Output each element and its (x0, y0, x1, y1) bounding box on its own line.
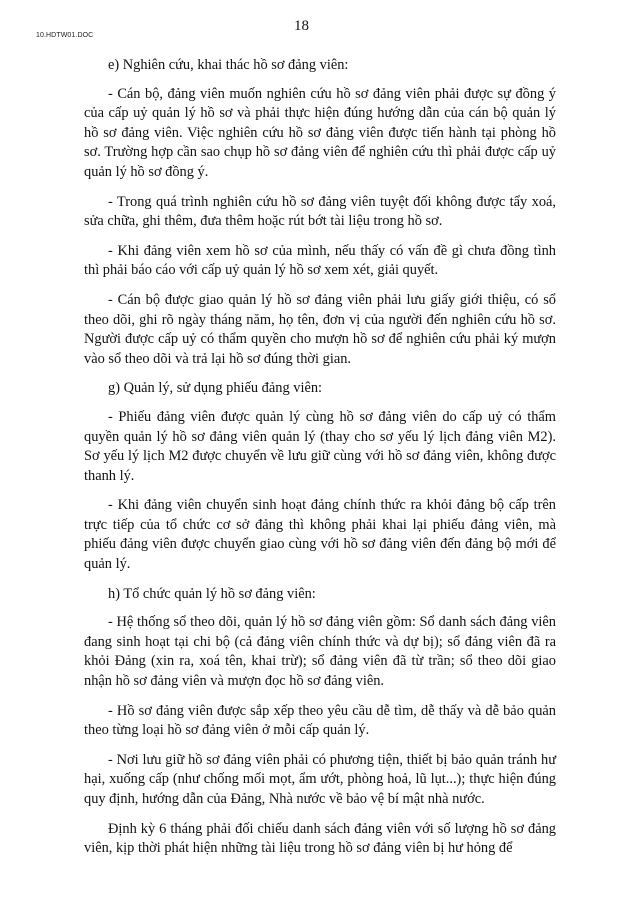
file-code: 10.HDTW01.DOC (36, 32, 94, 39)
section-heading-h: h) Tổ chức quản lý hồ sơ đảng viên: (108, 585, 316, 602)
paragraph-member-review: - Khi đảng viên xem hồ sơ của mình, nếu thấy có vấn đề gì chưa đồng tình thì phải báo cáo với cấp uỷ quản lý hồ sơ xem xét, giải quyết. (84, 242, 556, 279)
paragraph-member-card-transfer: - Khi đảng viên chuyển sinh hoạt đảng chính thức ra khỏi đảng bộ cấp trên trực tiếp của tổ chức cơ sở đảng thì không phải khai lại phiếu đảng viên, mà phiếu đảng viên được chuyển giao cùng với hồ sơ đảng viên đến đảng bộ mới để quản lý. (84, 497, 556, 573)
page-number: 18 (294, 18, 309, 34)
paragraph-tracking-books: - Hệ thống sổ theo dõi, quản lý hồ sơ đảng viên gồm: Sổ danh sách đảng viên đang sinh hoạt tại chi bộ (cả đảng viên chính thức và dự bị); sổ đảng viên đã ra khỏi Đảng (xin ra, xoá tên, khai trừ); sổ đảng viên đã từ trần; sổ theo dõi giao nhận hồ sơ đảng viên và mượn đọc hồ sơ đảng viên. (84, 614, 556, 690)
paragraph-storage-conditions: - Nơi lưu giữ hồ sơ đảng viên phải có phương tiện, thiết bị bảo quản tránh hư hại, xuống cấp (như chống mối mọt, ẩm ướt, phòng hoả, lũ lụt...); thực hiện đúng quy định, hướng dẫn của Đảng, Nhà nước về bảo vệ bí mật nhà nước. (84, 751, 556, 807)
paragraph-periodic-check: Định kỳ 6 tháng phải đối chiếu danh sách đảng viên với số lượng hồ sơ đảng viên, kịp thời phát hiện những tài liệu trong hồ sơ đảng viên bị hư hỏng để (84, 820, 556, 857)
section-heading-e: e) Nghiên cứu, khai thác hồ sơ đảng viên: (108, 57, 349, 73)
section-heading-g: g) Quản lý, sử dụng phiếu đảng viên: (108, 380, 323, 397)
document-body (84, 56, 556, 859)
paragraph-arrangement: - Hồ sơ đảng viên được sắp xếp theo yêu cầu dễ tìm, dễ thấy và dễ bảo quản theo từng loại hồ sơ đảng viên ở mỗi cấp quản lý. (84, 702, 556, 739)
paragraph-research-permission: - Cán bộ, đảng viên muốn nghiên cứu hồ sơ đảng viên phải được sự đồng ý của cấp uỷ quản lý hồ sơ và phải thực hiện đúng hướng dẫn của cán bộ quản lý hồ sơ đảng viên. Việc nghiên cứu hồ sơ đảng viên được tiến hành tại phòng hồ sơ. Trường hợp cần sao chụp hồ sơ đảng viên để nghiên cứu thì phải được cấp uỷ quản lý hồ sơ đồng ý. (84, 85, 556, 180)
paragraph-no-alteration: - Trong quá trình nghiên cứu hồ sơ đảng viên tuyệt đối không được tẩy xoá, sửa chữa, ghi thêm, đưa thêm hoặc rút bớt tài liệu trong hồ sơ. (84, 193, 556, 230)
paragraph-member-card-management: - Phiếu đảng viên được quản lý cùng hồ sơ đảng viên do cấp uỷ có thẩm quyền quản lý hồ sơ đảng viên quản lý (thay cho sơ yếu lý lịch đảng viên M2). Sơ yếu lý lịch M2 được chuyển về lưu giữ cùng với hồ sơ đảng viên, không được thanh lý. (84, 408, 556, 484)
paragraph-loan-tracking: - Cán bộ được giao quản lý hồ sơ đảng viên phải lưu giấy giới thiệu, có sổ theo dõi, ghi rõ ngày tháng năm, họ tên, đơn vị của người đến nghiên cứu hồ sơ. Người được cấp uỷ có thẩm quyền cho mượn hồ sơ để nghiên cứu phải ký mượn vào sổ theo dõi và trả lại hồ sơ đúng thời gian. (84, 291, 556, 367)
